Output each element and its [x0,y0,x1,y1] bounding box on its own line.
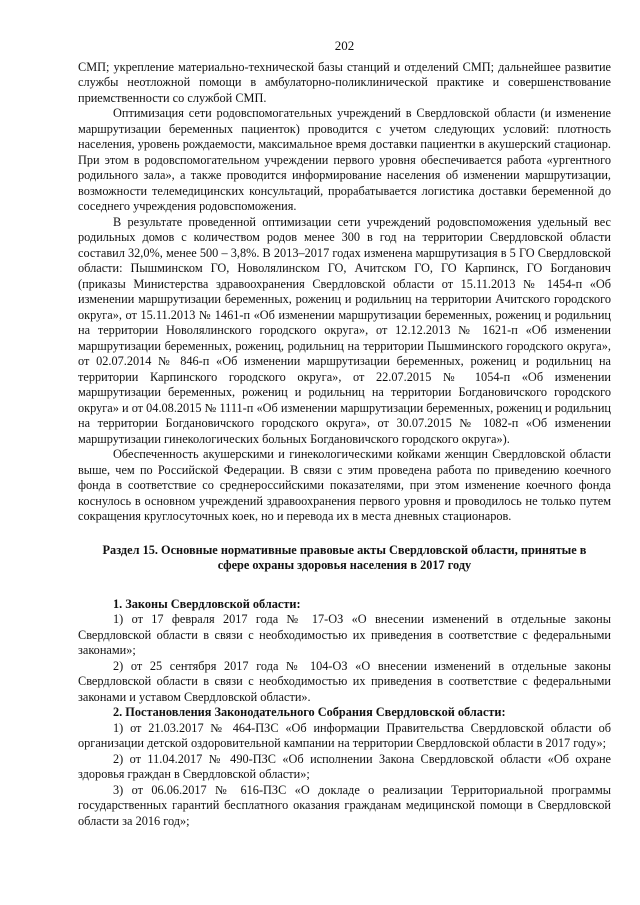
document-page [78,38,611,829]
subsection-resolutions-heading: 2. Постановления Законодательного Собрания Свердловской области: [113,705,506,719]
paragraph-optimization-results: В результате проведенной оптимизации сети учреждений родовспоможения удельный вес родильных домов с количеством родов менее 300 в год на территории Свердловской области составил 32,0%, менее 500 – 3,8%. В 2013–2017 годах изменена маршрутизация в 5 ГО Свердловской области: Пышминском ГО, Новолялинском ГО, Ачитском ГО, ГО Карпинск, ГО Богданович (приказы Министерства здравоохранения Свердловской области от 15.11.2013 № 1454-п «Об изменении маршрутизации беременных, рожениц и родильниц на территории Ачитского городского округа», от 15.11.2013 № 1461-п «Об изменении маршрутизации беременных, рожениц и родильниц на территории Новолялинского городского округа», от 12.12.2013 № 1621-п «Об изменении маршрутизации беременных, рожениц, родильниц на территории Пышминского городского округа», от 02.07.2014 № 846-п «Об изменении маршрутизации беременных, рожениц и родильниц на территории Карпинского городского округа», от 22.07.2015 № 1054-п «Об изменении маршрутизации беременных, рожениц и родильниц на территории Богдановичского городского округа» и от 04.08.2015 № 1111-п «Об изменении маршрутизации беременных, рожениц и родильниц на территории Богдановичского городского округа», от 30.07.2015 № 1082-п «Об изменении маршрутизации гинекологических больных Богдановичского городского округа»). [78,214,611,446]
page-number: 202 [334,38,355,53]
law-item: 1) от 17 февраля 2017 года № 17-ОЗ «О внесении изменений в отдельные законы Свердловской области в связи с необходимостью их приведения в соответствие с федеральными законами»; [78,612,611,657]
subsection-laws-heading: 1. Законы Свердловской области: [113,596,301,611]
paragraph-smp-continuation: СМП; укрепление материально-технической базы станций и отделений СМП; дальнейшее развитие службы неотложной помощи в амбулаторно-поликлинической практике и совершенствование приемственности со службой СМП. [78,59,611,105]
paragraph-optimization-network: Оптимизация сети родовспомогательных учреждений в Свердловской области (и изменение маршрутизации беременных пациенток) проводится с учетом следующих условий: плотность населения, уровень рождаемости, максимальное время доставки пациентки в акушерский стационар. При этом в родовспомогательном учреждении первого уровня обеспечивается работа «ургентного родильного зала», а также проводится информирование населения об изменении маршрутизации, возможности телемедицинских консультаций, прорабатывается логистика доставки беременной до соседнего учреждения родовспоможения. [78,106,611,213]
section-heading: Раздел 15. Основные нормативные правовые акты Свердловской области, принятые в сфере охраны здоровья населения в 2017 году [102,542,587,572]
resolution-item: 1) от 21.03.2017 № 464-ПЗС «Об информации Правительства Свердловской области об организации детской оздоровительной кампании на территории Свердловской области в 2017 году»; [78,720,611,750]
resolution-item: 3) от 06.06.2017 № 616-ПЗС «О докладе о реализации Территориальной программы государственных гарантий бесплатного оказания гражданам медицинской помощи в Свердловской области за 2016 год»; [78,782,611,828]
law-item: 2) от 25 сентября 2017 года № 104-ОЗ «О внесении изменений в отдельные законы Свердловской области в связи с необходимостью их приведения в соответствие с федеральными законами и уставом Свердловской области». [78,658,611,704]
paragraph-bed-capacity: Обеспеченность акушерскими и гинекологическими койками женщин Свердловской области выше, чем по Российской Федерации. В связи с этим проведена работа по приведению коечного фонда в соответствие со среднероссийскими показателями, при этом изменение коечного фонда коснулось в основном учреждений здравоохранения первого уровня и проводилось не только путем сокращения круглосуточных коек, но и перевода их в места дневных стационаров. [78,447,611,523]
resolution-item: 2) от 11.04.2017 № 490-ПЗС «Об исполнении Закона Свердловской области «Об охране здоровья граждан в Свердловской области»; [78,751,611,781]
